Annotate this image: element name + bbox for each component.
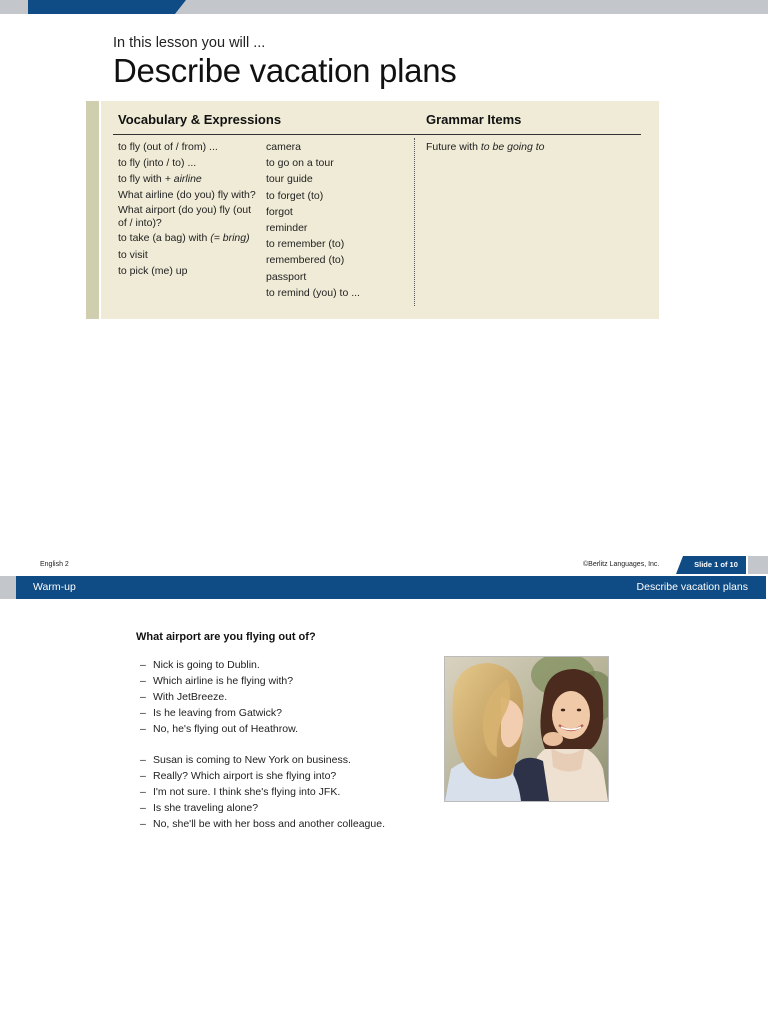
vocab-item: tour guide [266, 173, 313, 186]
lesson-intro: In this lesson you will ... [113, 35, 266, 51]
panel-side-strip [86, 101, 99, 319]
vocab-item: What airline (do you) fly with? [118, 188, 256, 201]
dialog-1 [140, 657, 298, 737]
vocab-item: reminder [266, 222, 308, 235]
dialog-line: – No, she'll be with her boss and another colleague. [140, 816, 385, 832]
footer-cap [748, 556, 768, 574]
dash-marker: – [140, 659, 146, 671]
vocab-item: to fly (into / to) ... [118, 157, 197, 170]
vocab-item: to take (a bag) with (= bring) [118, 231, 250, 244]
vocab-item: forgot [266, 205, 293, 218]
dash-marker: – [140, 675, 146, 688]
vocab-item: to pick (me) up [118, 264, 188, 277]
band-cap [0, 576, 16, 599]
dialog-line: – With JetBreeze. [140, 689, 298, 705]
vocab-item: camera [266, 141, 302, 153]
dash-marker: – [140, 691, 146, 704]
lesson-title: Describe vacation plans [113, 52, 457, 89]
top-bar-accent [28, 0, 186, 14]
grammar-header: Grammar Items [426, 112, 522, 127]
slide-indicator: Slide 1 of 10 [694, 560, 738, 569]
dash-marker: – [140, 786, 146, 799]
dash-marker: – [140, 802, 146, 815]
vocab-column-1 [118, 139, 258, 279]
header-rule [113, 134, 641, 135]
two-women-talking-photo [444, 656, 609, 802]
vocabulary-header: Vocabulary & Expressions [118, 112, 282, 127]
grammar-column [426, 139, 646, 155]
vocab-item: to go on a tour [266, 157, 334, 170]
dialog-line: – Really? Which airport is she flying into? [140, 768, 385, 784]
column-separator [414, 138, 415, 306]
dialog-line: – Susan is coming to New York on business. [140, 752, 385, 768]
grammar-item: Future with to be going to [426, 141, 545, 153]
dialog-2 [140, 752, 385, 832]
vocab-column-2 [266, 139, 406, 301]
dialog-line: – Which airline is he flying with? [140, 673, 298, 689]
dash-marker: – [140, 770, 146, 783]
dash-marker: – [140, 818, 146, 831]
vocab-item: to fly (out of / from) ... [118, 141, 218, 153]
vocab-item: to visit [118, 248, 148, 261]
dash-marker: – [140, 754, 146, 766]
vocab-item: to forget (to) [266, 189, 324, 202]
dialog-line: – I'm not sure. I think she's flying into JFK. [140, 784, 385, 800]
dash-marker: – [140, 723, 146, 736]
vocab-item: to remind (you) to ... [266, 286, 360, 299]
band-lesson-title: Describe vacation plans [636, 581, 748, 593]
dialog-line: – No, he's flying out of Heathrow. [140, 721, 298, 737]
vocab-item: to remember (to) [266, 238, 345, 251]
top-bar-cap [0, 0, 22, 14]
dialog-line: – Is he leaving from Gatwick? [140, 705, 298, 721]
section-label: Warm-up [33, 581, 76, 593]
dialog-line: – Nick is going to Dublin. [140, 657, 298, 673]
warmup-question: What airport are you flying out of? [136, 631, 316, 643]
dash-marker: – [140, 707, 146, 720]
vocab-item: passport [266, 270, 307, 283]
vocab-item: remembered (to) [266, 254, 345, 267]
dialog-line: – Is she traveling alone? [140, 800, 385, 816]
copyright: ©Berlitz Languages, Inc. [583, 561, 660, 568]
vocab-item: to fly with + airline [118, 173, 202, 186]
vocab-item: What airport (do you) fly (out of / into)? [118, 203, 252, 229]
course-label: English 2 [40, 561, 69, 568]
